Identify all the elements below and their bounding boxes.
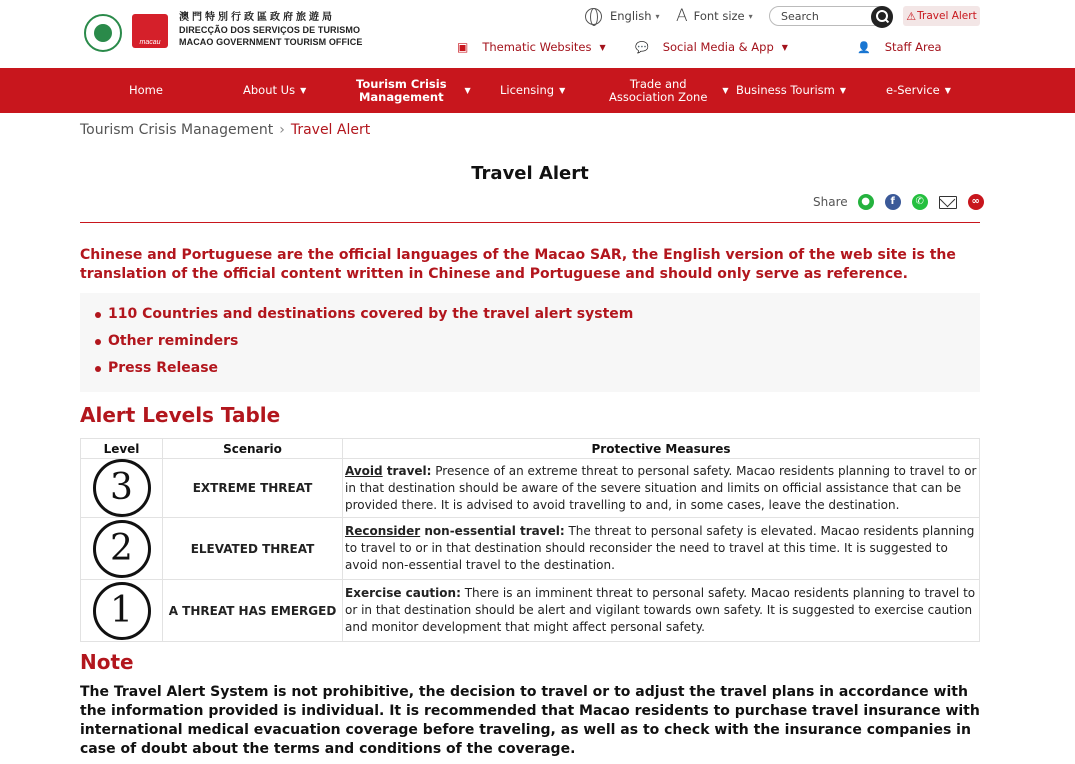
social-media-link[interactable] — [635, 38, 788, 56]
measure-cell: Reconsider non-essential travel: The threat to personal safety is elevated. Macao residents planning to travel to or in that destination should reconsider the need to travel at this time. It is suggested to avoid non-essential travel to the destination. — [343, 518, 980, 580]
office-name-zh: 澳門特別行政區政府旅遊局 — [179, 12, 335, 23]
scenario-cell: ELEVATED THREAT — [163, 518, 343, 580]
link-other-reminders[interactable]: Other reminders — [80, 331, 980, 358]
thematic-label: Thematic Websites — [482, 40, 592, 54]
whatsapp-icon[interactable]: ✆ — [912, 194, 928, 210]
font-size-label: Font size — [693, 9, 745, 23]
link-press-release[interactable]: Press Release — [80, 358, 980, 385]
travel-alert-label: Travel Alert — [917, 10, 977, 22]
level-3-icon: 3 — [93, 459, 151, 517]
note-text: The Travel Alert System is not prohibitive, the decision to travel or to adjust the travel plans in accordance with the information provided is individual. It is recommended that Macao residents to purchase travel insurance with international medical evacuation coverage before traveling, as well as to check with the insurance companies in case of doubt about the terms and conditions of the coverage. — [80, 684, 980, 757]
mgto-logo[interactable]: macau — [132, 14, 168, 48]
scenario-cell: EXTREME THREAT — [163, 459, 343, 518]
facebook-icon[interactable]: f — [885, 194, 901, 210]
search-input[interactable] — [770, 7, 870, 25]
share-bar — [813, 194, 995, 210]
wechat-icon[interactable]: ● — [858, 194, 874, 210]
nav-trade-association[interactable]: Trade and Association Zone ▼ — [609, 76, 729, 104]
thematic-websites-link[interactable] — [457, 38, 606, 56]
link-countries-covered[interactable]: 110 Countries and destinations covered by the travel alert system — [80, 304, 980, 331]
nav-about-us[interactable]: About Us ▼ — [243, 83, 307, 97]
office-name-en: MACAO GOVERNMENT TOURISM OFFICE — [179, 37, 363, 47]
breadcrumb-parent[interactable]: Tourism Crisis Management — [80, 122, 274, 138]
alert-levels-table — [80, 438, 980, 642]
user-icon: 👤 — [857, 40, 871, 54]
col-protective-measures: Protective Measures — [343, 439, 980, 459]
chevron-down-icon: ▾ — [748, 11, 753, 21]
divider — [80, 222, 980, 223]
col-level: Level — [81, 439, 163, 459]
breadcrumb — [80, 122, 370, 138]
thematic-icon: ▣ — [457, 40, 469, 54]
table-row — [81, 459, 980, 518]
font-size-icon: A — [676, 6, 688, 26]
office-name-pt: DIRECÇÃO DOS SERVIÇOS DE TURISMO — [179, 25, 361, 35]
language-notice: Chinese and Portuguese are the official languages of the Macao SAR, the English version of the web site is the translation of the official content written in Chinese and Portuguese and should only serve as reference. — [80, 247, 956, 282]
table-row — [81, 580, 980, 642]
globe-icon — [585, 8, 602, 25]
level-1-icon: 1 — [93, 582, 151, 640]
warning-icon: ⚠ — [906, 9, 917, 23]
nav-business-tourism[interactable]: Business Tourism ▼ — [736, 83, 847, 97]
chevron-down-icon: ▼ — [722, 86, 729, 95]
social-label: Social Media & App — [662, 40, 774, 54]
note-heading: Note — [80, 650, 134, 674]
link-icon[interactable]: ∞ — [968, 194, 984, 210]
language-selector[interactable] — [585, 7, 660, 25]
travel-alert-button[interactable] — [903, 6, 980, 26]
chevron-down-icon: ▾ — [655, 11, 660, 21]
staff-area-link[interactable] — [857, 38, 942, 56]
email-icon[interactable] — [939, 196, 957, 209]
main-nav — [0, 68, 1075, 113]
top-header — [0, 0, 1075, 68]
breadcrumb-current: Travel Alert — [290, 122, 371, 138]
search-icon[interactable] — [871, 6, 893, 28]
page-title: Travel Alert — [471, 163, 589, 184]
language-label: English — [610, 9, 652, 23]
measure-cell: Exercise caution: There is an imminent threat to personal safety. Macao residents planning to travel to or in that destination should be alert and vigilant towards own safety. It is suggested to exercise caution and monitor development that might affect personal safety. — [343, 580, 980, 642]
search-box — [769, 6, 893, 26]
chevron-down-icon: ▼ — [599, 42, 606, 52]
staff-label: Staff Area — [884, 40, 942, 54]
level-2-icon: 2 — [93, 520, 151, 578]
related-links — [80, 293, 980, 392]
font-size-selector[interactable] — [676, 7, 753, 25]
table-header-row — [81, 439, 980, 459]
chevron-down-icon: ▼ — [781, 42, 788, 52]
chevron-down-icon: ▼ — [559, 86, 566, 95]
chat-icon: 💬 — [635, 40, 649, 54]
chevron-down-icon: ▼ — [944, 86, 951, 95]
chevron-down-icon: ▼ — [839, 86, 847, 95]
table-row — [81, 518, 980, 580]
nav-licensing[interactable]: Licensing ▼ — [500, 83, 566, 97]
chevron-down-icon: ▼ — [300, 86, 307, 95]
share-label: Share — [813, 195, 848, 209]
measure-cell: Avoid travel: Presence of an extreme threat to personal safety. Macao residents planning to travel to or in that destination should be aware of the severe situation and limits on official assistance that can be provided there. It is advised to avoid travelling to and, in some cases, leave the destination. — [343, 459, 980, 518]
macao-emblem-logo[interactable] — [84, 14, 122, 52]
chevron-down-icon: ▼ — [464, 86, 471, 95]
office-name[interactable] — [179, 12, 362, 48]
nav-e-service[interactable]: e-Service ▼ — [886, 83, 951, 97]
nav-home[interactable]: Home — [129, 83, 163, 97]
col-scenario: Scenario — [163, 439, 343, 459]
nav-tourism-crisis[interactable]: Tourism Crisis Management ▼ — [356, 76, 471, 104]
scenario-cell: A THREAT HAS EMERGED — [163, 580, 343, 642]
alert-levels-heading: Alert Levels Table — [80, 403, 281, 427]
chevron-right-icon: › — [279, 122, 285, 138]
